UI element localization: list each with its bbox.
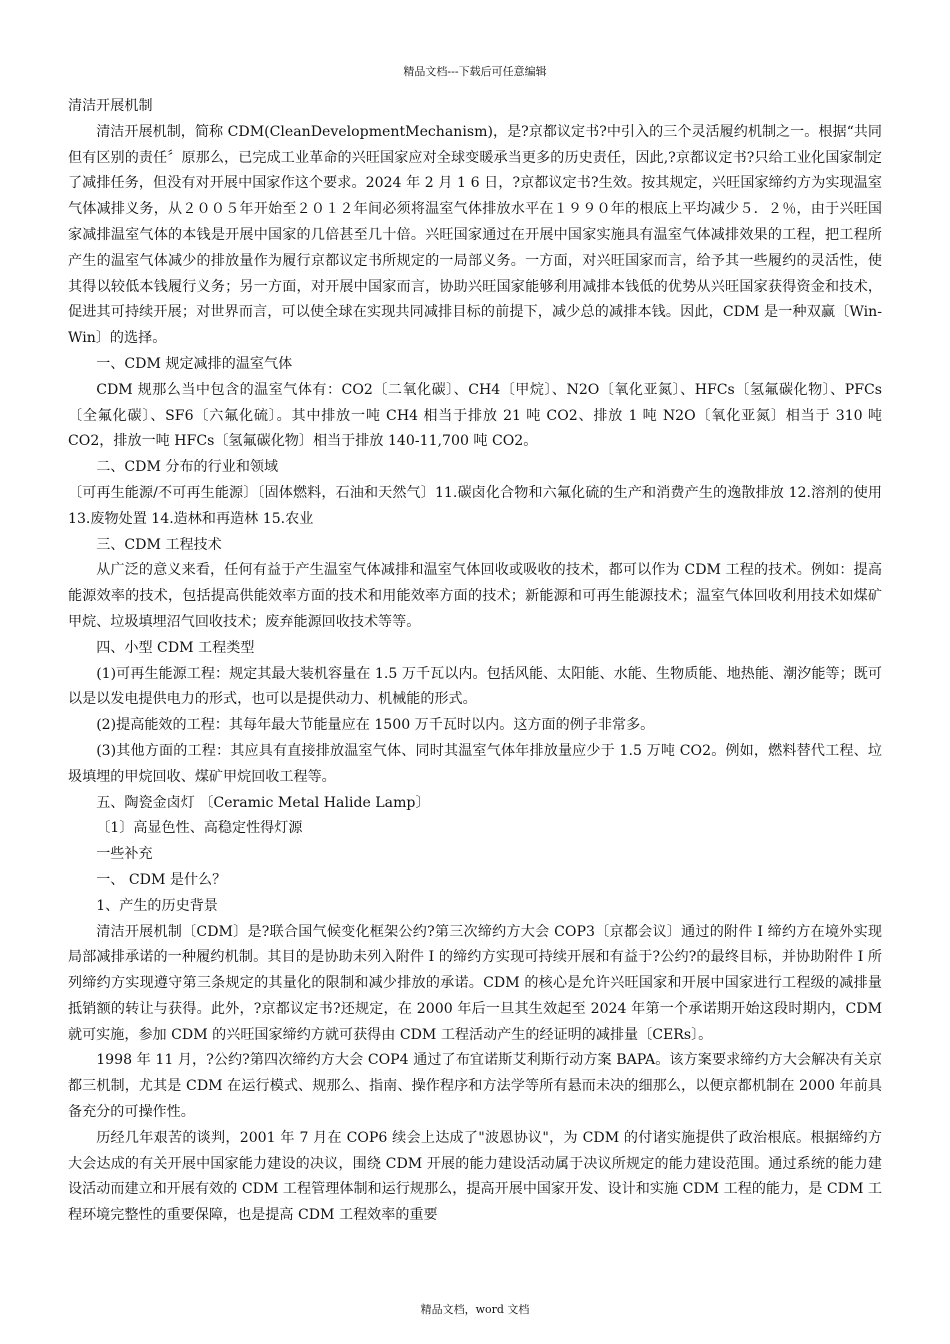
list-item: (3)其他方面的工程：其应具有直接排放温室气体、同时其温室气体年排放量应少于 1.5 万吨 CO2。例如，燃料替代工程、垃圾填埋的甲烷回收、煤矿甲烷回收工程等。 — [68, 742, 882, 785]
document-title: 清洁开展机制 — [68, 98, 153, 114]
section-heading: 一、 CDM 是什么？ — [96, 871, 227, 888]
list-item: (2)提高能效的工程：其每年最大节能量应在 1500 万千瓦时以内。这方面的例子非常多。 — [96, 717, 655, 734]
paragraph: 〔可再生能源/不可再生能源〕〔固体燃料，石油和天然气〕11.碳卤化合物和六氟化硫的生产和消费产生的逸散排放 12.溶剂的使用 13.废物处置 14.造林和再造林 15.农业 — [68, 484, 882, 527]
paragraph: 从广泛的意义来看，任何有益于产生温室气体减排和温室气体回收或吸收的技术，都可以作为 CDM 工程的技术。例如：提高能源效率的技术，包括提高供能效率方面的技术和用能效率方面的技术；新能源和可再生能源技术；温室气体回收利用技术如煤矿甲烷、垃圾填埋沼气回收技术；废弃能源回收技术等等。 — [68, 562, 882, 630]
section-heading: 二、CDM 分布的行业和领域 — [96, 459, 279, 476]
page-header: 精品文档---下载后可任意编辑 — [403, 65, 547, 78]
paragraph: 1998 年 11 月，?公约?第四次缔约方大会 COP4 通过了布宜诺斯艾利斯行动方案 BAPA。该方案要求缔约方大会解决有关京都三机制，尤其是 CDM 在运行模式、规那么、指南、操作程序和方法学等所有悬而未决的细那么，以便京都机制在 2000 年前具备充分的可操作性。 — [68, 1052, 882, 1121]
paragraph: 清洁开展机制〔CDM〕是?联合国气候变化框架公约?第三次缔约方大会 COP3〔京都会议〕通过的附件 I 缔约方在境外实现局部减排承诺的一种履约机制。其目的是协助未列入附件 I 的缔约方实现可持续开展和有益于?公约?的最终目标，并协助附件 I 所列缔约方实现遵守第三条规定的其量化的限制和减少排放的承诺。CDM 的核心是允许兴旺国家和开展中国家进行工程级的减排量抵销额的转让与获得。此外，?京都议定书?还规定，在 2000 年后一旦其生效起至 2024 年第一个承诺期开始这段时期内，CDM 就可实施，参加 CDM 的兴旺国家缔约方就可获得由 CDM 工程活动产生的经证明的减排量〔CERs〕。 — [68, 923, 882, 1043]
section-heading: 一些补充 — [96, 846, 153, 863]
section-heading: 一、CDM 规定减排的温室气体 — [96, 355, 293, 372]
document-body — [68, 94, 882, 1229]
section-heading: 三、CDM 工程技术 — [96, 536, 222, 553]
paragraph: CDM 规那么当中包含的温室气体有：CO2〔二氧化碳〕、CH4〔甲烷〕、N2O〔氧化亚氮〕、HFCs〔氢氟碳化物〕、PFCs〔全氟化碳〕、SF6〔六氟化硫〕。其中排放一吨 CH4 相当于排放 21 吨 CO2、排放 1 吨 N2O〔氧化亚氮〕相当于 310 吨 CO2，排放一吨 HFCs〔氢氟碳化物〕相当于排放 140-11,700 吨 CO2。 — [68, 381, 882, 450]
subsection-heading: 1、产生的历史背景 — [96, 897, 218, 914]
paragraph: 清洁开展机制，简称 CDM(CleanDevelopmentMechanism)，是?京都议定书?中引入的三个灵活履约机制之一。根据“共同但有区别的责任〞原那么，已完成工业革命的兴旺国家应对全球变暖承当更多的历史责任，因此,?京都议定书?只给工业化国家制定了减排任务，但没有对开展中国家作这个要求。2024 年 2 月 1 6 日，?京都议定书?生效。按其规定，兴旺国家缔约方为实现温室气体减排义务，从２００５年开始至２０１２年间必须将温室气体排放水平在１９９０年的根底上平均减少５．２％，由于兴旺国家减排温室气体的本钱是开展中国家的几倍甚至几十倍。兴旺国家通过在开展中国家实施具有温室气体减排效果的工程，把工程所产生的温室气体减少的排放量作为履行京都议定书所规定的一局部义务。一方面，对兴旺国家而言，给予其一些履约的灵活性，使其得以较低本钱履行义务；另一方面，对开展中国家而言，协助兴旺国家能够利用减排本钱低的优势从兴旺国家获得资金和技术，促进其可持续开展；对世界而言，可以使全球在实现共同减排目标的前提下，减少总的减排本钱。因此，CDM 是一种双赢〔Win-Win〕的选择。 — [68, 123, 882, 347]
paragraph: 历经几年艰苦的谈判，2001 年 7 月在 COP6 续会上达成了"波恩协议"，为 CDM 的付诸实施提供了政治根底。根据缔约方大会达成的有关开展中国家能力建设的决议，围绕 CDM 开展的能力建设活动属于决议所规定的能力建设范围。通过系统的能力建设活动而建立和开展有效的 CDM 工程管理体制和运行规那么，提高开展中国家开发、设计和实施 CDM 工程的能力，是 CDM 工程环境完整性的重要保障，也是提高 CDM 工程效率的重要 — [68, 1129, 882, 1224]
section-heading: 四、小型 CDM 工程类型 — [96, 639, 255, 656]
list-item: (1)可再生能源工程：规定其最大装机容量在 1.5 万千瓦以内。包括风能、太阳能、水能、生物质能、地热能、潮汐能等；既可以是以发电提供电力的形式，也可以是提供动力、机械能的形式。 — [68, 665, 882, 708]
section-heading: 五、陶瓷金卤灯 〔Ceramic Metal Halide Lamp〕 — [96, 794, 430, 811]
page-footer: 精品文档，word 文档 — [420, 1303, 530, 1316]
list-item: 〔1〕高显色性、高稳定性得灯源 — [96, 820, 303, 837]
